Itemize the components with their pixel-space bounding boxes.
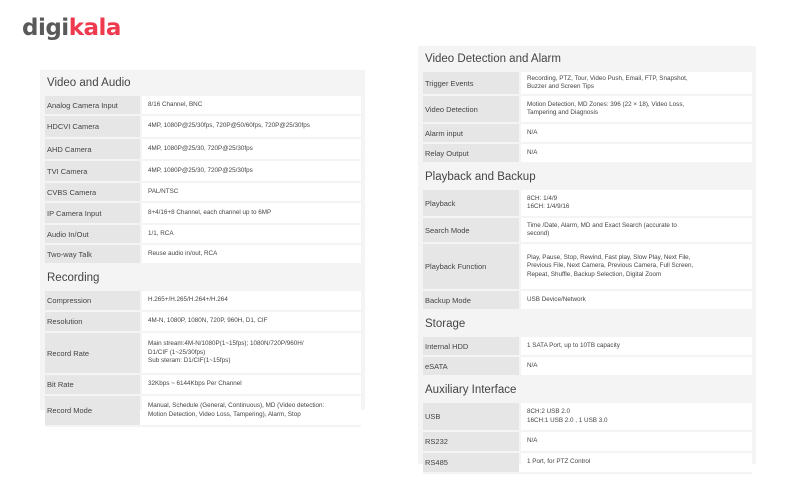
spec-value: Manual, Schedule (General, Continuous), MD (Video detection: Motion Detection, Video Loss, Tampering), Alarm, Stop [142, 396, 361, 425]
spec-row-cvbs-camera [45, 183, 361, 203]
spec-row-resolution [45, 312, 361, 333]
spec-label: Analog Camera Input [45, 96, 140, 114]
section-title-storage: Storage [425, 318, 466, 330]
left-spec-panel [40, 70, 365, 418]
spec-row-search-mode [423, 218, 752, 244]
section-title-video-detection-and-alarm: Video Detection and Alarm [425, 53, 561, 65]
spec-value: 8/16 Channel, BNC [142, 96, 361, 114]
spec-value: USB Device/Network [521, 291, 752, 309]
spec-label: Internal HDD [423, 337, 519, 355]
spec-row-two-way-talk [45, 245, 361, 265]
spec-label: Backup Mode [423, 291, 519, 309]
spec-label: Trigger Events [423, 72, 519, 94]
spec-row-internal-hdd [423, 337, 752, 357]
spec-value: N/A [521, 144, 752, 162]
spec-label: Relay Output [423, 144, 519, 162]
spec-row-relay-output [423, 144, 752, 164]
spec-row-trigger-events [423, 72, 752, 96]
spec-value: 4MP, 1080P@25/30fps, 720P@50/60fps, 720P@25/30fps [142, 116, 361, 137]
section-title-video-and-audio: Video and Audio [47, 77, 131, 89]
spec-label: RS232 [423, 432, 519, 451]
spec-value: 32Kbps ~ 6144Kbps Per Channel [142, 375, 361, 394]
spec-row-compression [45, 291, 361, 312]
spec-row-video-detection [423, 96, 752, 124]
spec-row-alarm-input [423, 124, 752, 144]
spec-value: 4M-N, 1080P, 1080N, 720P, 960H, D1, CIF [142, 312, 361, 331]
spec-row-bit-rate [45, 375, 361, 396]
spec-value: N/A [521, 124, 752, 142]
spec-row-usb [423, 403, 752, 432]
spec-row-playback-function [423, 244, 752, 291]
spec-value: Reuse audio in/out, RCA [142, 245, 361, 263]
spec-label: AHD Camera [45, 139, 140, 159]
spec-label: CVBS Camera [45, 183, 140, 201]
spec-label: Bit Rate [45, 375, 140, 394]
spec-value: 1 Port, for PTZ Control [521, 453, 752, 472]
right-spec-panel [418, 46, 756, 467]
spec-row-tvi-camera [45, 161, 361, 183]
section-title-playback-and-backup: Playback and Backup [425, 171, 536, 183]
spec-label: Alarm input [423, 124, 519, 142]
spec-row-backup-mode [423, 291, 752, 311]
spec-row-rs232 [423, 432, 752, 453]
spec-row-ip-camera-input [45, 203, 361, 225]
spec-row-playback [423, 190, 752, 218]
spec-value: 1/1, RCA [142, 225, 361, 243]
spec-label: Playback [423, 190, 519, 216]
spec-label: IP Camera Input [45, 203, 140, 223]
spec-label: Compression [45, 291, 140, 310]
spec-value: PAL/NTSC [142, 183, 361, 201]
brand-logo[interactable] [22, 17, 121, 40]
spec-value: 8CH: 1/4/9 16CH: 1/4/9/16 [521, 190, 752, 216]
spec-value: 8+4/16+8 Channel, each channel up to 6MP [142, 203, 361, 223]
brand-logo-part1: digi [22, 15, 69, 41]
spec-value: 8CH:2 USB 2.0 16CH:1 USB 2.0 , 1 USB 3.0 [521, 403, 752, 430]
spec-label: Record Rate [45, 333, 140, 373]
section-title-auxiliary-interface: Auxiliary Interface [425, 384, 517, 396]
spec-value: 4MP, 1080P@25/30, 720P@25/30fps [142, 161, 361, 181]
spec-row-rs485 [423, 453, 752, 474]
spec-value: H.265+/H.265/H.264+/H.264 [142, 291, 361, 310]
spec-label: TVI Camera [45, 161, 140, 181]
spec-label: Two-way Talk [45, 245, 140, 263]
spec-label: Playback Function [423, 244, 519, 289]
spec-label: eSATA [423, 357, 519, 375]
spec-row-audio-in-out [45, 225, 361, 245]
spec-row-analog-camera-input [45, 96, 361, 116]
spec-value: Main stream:4M-N/1080P(1~15fps); 1080N/720P/960H/ D1/CIF (1~25/30fps) Sub steram: D1/CIF(1~15fps) [142, 333, 361, 373]
spec-value: 1 SATA Port, up to 10TB capacity [521, 337, 752, 355]
spec-label: Resolution [45, 312, 140, 331]
brand-logo-part2: kala [68, 15, 121, 41]
spec-value: Time /Date, Alarm, MD and Exact Search (accurate to second) [521, 218, 752, 242]
spec-row-ahd-camera [45, 139, 361, 161]
spec-label: Search Mode [423, 218, 519, 242]
spec-label: RS485 [423, 453, 519, 472]
spec-label: Record Mode [45, 396, 140, 425]
spec-row-esata [423, 357, 752, 377]
spec-value: Recording, PTZ, Tour, Video Push, Email, FTP, Snapshot, Buzzer and Screen Tips [521, 72, 752, 94]
spec-value: Motion Detection, MD Zones: 396 (22 × 18), Video Loss, Tampering and Diagnosis [521, 96, 752, 122]
section-title-recording: Recording [47, 272, 100, 284]
spec-value: 4MP, 1080P@25/30, 720P@25/30fps [142, 139, 361, 159]
spec-value: N/A [521, 432, 752, 451]
spec-value: Play, Pause, Stop, Rewind, Fast play, Slow Play, Next File, Previous File, Next Camera, Previous Camera, Full Screen, Repeat, Shuffle, Backup Selection, Digital Zoom [521, 244, 752, 289]
spec-row-record-mode [45, 396, 361, 427]
spec-label: Video Detection [423, 96, 519, 122]
spec-label: USB [423, 403, 519, 430]
spec-label: HDCVI Camera [45, 116, 140, 137]
spec-row-hdcvi-camera [45, 116, 361, 139]
spec-label: Audio In/Out [45, 225, 140, 243]
spec-value: N/A [521, 357, 752, 375]
spec-row-record-rate [45, 333, 361, 375]
